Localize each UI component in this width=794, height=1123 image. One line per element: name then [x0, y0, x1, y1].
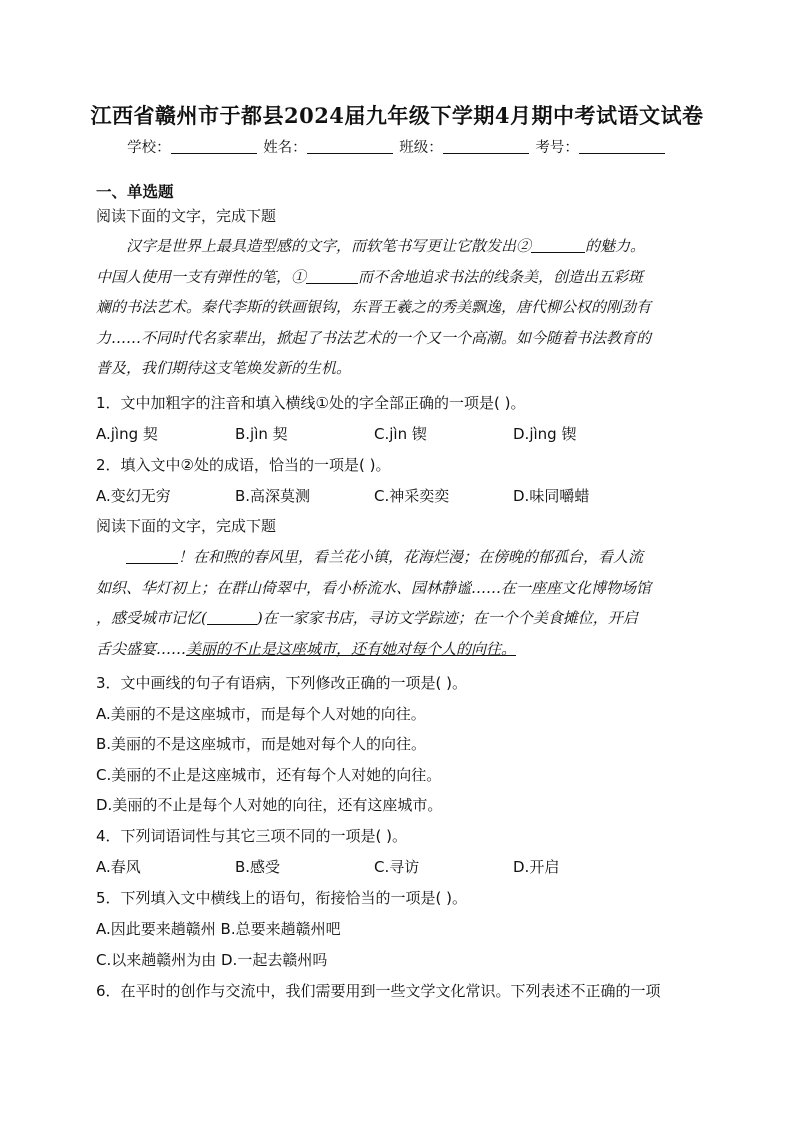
question-1-options [96, 423, 576, 444]
passage-1-line-4: 力……不同时代名家辈出，掀起了书法艺术的一个又一个高潮。如今随着书法教育的 [96, 328, 652, 347]
name-label: 姓名： [263, 140, 307, 156]
question-5-stem: 5．下列填入文中横线上的语句，衔接恰当的一项是( )。 [96, 889, 468, 907]
q2-option-b[interactable]: B.高深莫测 [235, 487, 311, 505]
question-1-stem: 1．文中加粗字的注音和填入横线①处的字全部正确的一项是( )。 [96, 394, 526, 412]
school-label: 学校： [127, 140, 171, 156]
section-heading: 一、单选题 [96, 183, 174, 201]
underlined-sentence: 美丽的不止是这座城市，还有她对每个人的向往。 [186, 639, 517, 658]
q5-options-ab[interactable]: A.因此要来趟赣州 B.总要来趟赣州吧 [96, 920, 341, 938]
question-6-stem: 6．在平时的创作与交流中，我们需要用到一些文学文化常识。下列表述不正确的一项 [96, 982, 661, 1000]
passage-2-line-4 [96, 634, 698, 665]
passage-1-line-2 [96, 262, 698, 293]
passage-2-line-3 [96, 603, 698, 634]
number-blank[interactable] [579, 139, 665, 154]
q2-option-a[interactable]: A.变幻无穷 [96, 487, 171, 505]
class-blank[interactable] [443, 139, 529, 154]
instruction-1: 阅读下面的文字，完成下题 [96, 207, 277, 225]
passage-1-text: 中国人使用一支有弹性的笔，① [96, 267, 307, 286]
instruction-2: 阅读下面的文字，完成下题 [96, 517, 277, 535]
question-2-options [96, 485, 589, 506]
passage-1 [96, 231, 698, 384]
q4-option-d[interactable]: D.开启 [513, 858, 560, 876]
q1-option-b[interactable]: B.jìn 契 [235, 425, 288, 443]
q2-option-d[interactable]: D.味同嚼蜡 [513, 487, 590, 505]
passage-2-text: 舌尖盛宴…… [96, 639, 187, 658]
q1-option-c[interactable]: C.jìn 锲 [374, 425, 427, 443]
passage-2-text: ！在和煦的春风里，看兰花小镇，花海烂漫；在傍晚的郁孤台，看人流 [178, 548, 644, 566]
passage-1-text: 而不舍地追求书法的线条美，创造出五彩斑 [358, 267, 644, 286]
student-info-row [0, 136, 794, 157]
q1-option-a[interactable]: A.jìng 契 [96, 425, 158, 443]
q3-option-d[interactable]: D.美丽的不止是每个人对她的向往，还有这座城市。 [96, 796, 443, 814]
passage-1-text: 汉字是世界上最具造型感的文字，而软笔书写更让它散发出② [126, 237, 532, 255]
passage-1-line-3: 斓的书法艺术。秦代李斯的铁画银钩，东晋王羲之的秀美飘逸，唐代柳公权的刚劲有 [96, 298, 652, 316]
passage-2-text: ，感受城市记忆( [96, 609, 207, 627]
question-4-stem: 4．下列词语词性与其它三项不同的一项是( )。 [96, 827, 408, 845]
question-4-options [96, 856, 559, 877]
passage-1-line-5: 普及，我们期待这支笔焕发新的生机。 [96, 359, 352, 377]
page-title: 江西省赣州市于都县2024届九年级下学期4月期中考试语文试卷 [90, 103, 704, 128]
q2-option-c[interactable]: C.神采奕奕 [374, 487, 450, 505]
passage-1-line-1 [96, 231, 698, 262]
blank-2 [531, 237, 585, 253]
q3-option-a[interactable]: A.美丽的不是这座城市，而是每个人对她的向往。 [96, 705, 426, 723]
question-2-stem: 2．填入文中②处的成语，恰当的一项是( )。 [96, 456, 391, 474]
q4-option-a[interactable]: A.春风 [96, 858, 141, 876]
passage-2 [96, 542, 698, 664]
blank-1 [306, 268, 358, 284]
question-3-stem: 3．文中画线的句子有语病，下列修改正确的一项是( )。 [96, 674, 468, 692]
passage-2-line-2: 如织、华灯初上；在群山倚翠中，看小桥流水、园林静谧……在一座座文化博物场馆 [96, 578, 652, 597]
passage-2-paren-blank [207, 609, 257, 625]
class-label: 班级： [399, 140, 443, 156]
q4-option-c[interactable]: C.寻访 [374, 858, 420, 876]
passage-2-blank [126, 548, 178, 564]
q3-option-c[interactable]: C.美丽的不止是这座城市，还有每个人对她的向往。 [96, 766, 442, 784]
q5-options-cd[interactable]: C.以来趟赣州为由 D.一起去赣州吗 [96, 951, 328, 969]
q4-option-b[interactable]: B.感受 [235, 858, 281, 876]
passage-2-line-1 [96, 542, 698, 573]
q3-option-b[interactable]: B.美丽的不是这座城市，而是她对每个人的向往。 [96, 735, 427, 753]
passage-1-text: 的魅力。 [585, 237, 646, 255]
q1-option-d[interactable]: D.jìng 锲 [513, 425, 577, 443]
passage-2-text: )在一家家书店，寻访文学踪迹；在一个个美食摊位，开启 [256, 609, 638, 627]
name-blank[interactable] [307, 139, 393, 154]
school-blank[interactable] [171, 139, 257, 154]
number-label: 考号： [535, 140, 579, 156]
